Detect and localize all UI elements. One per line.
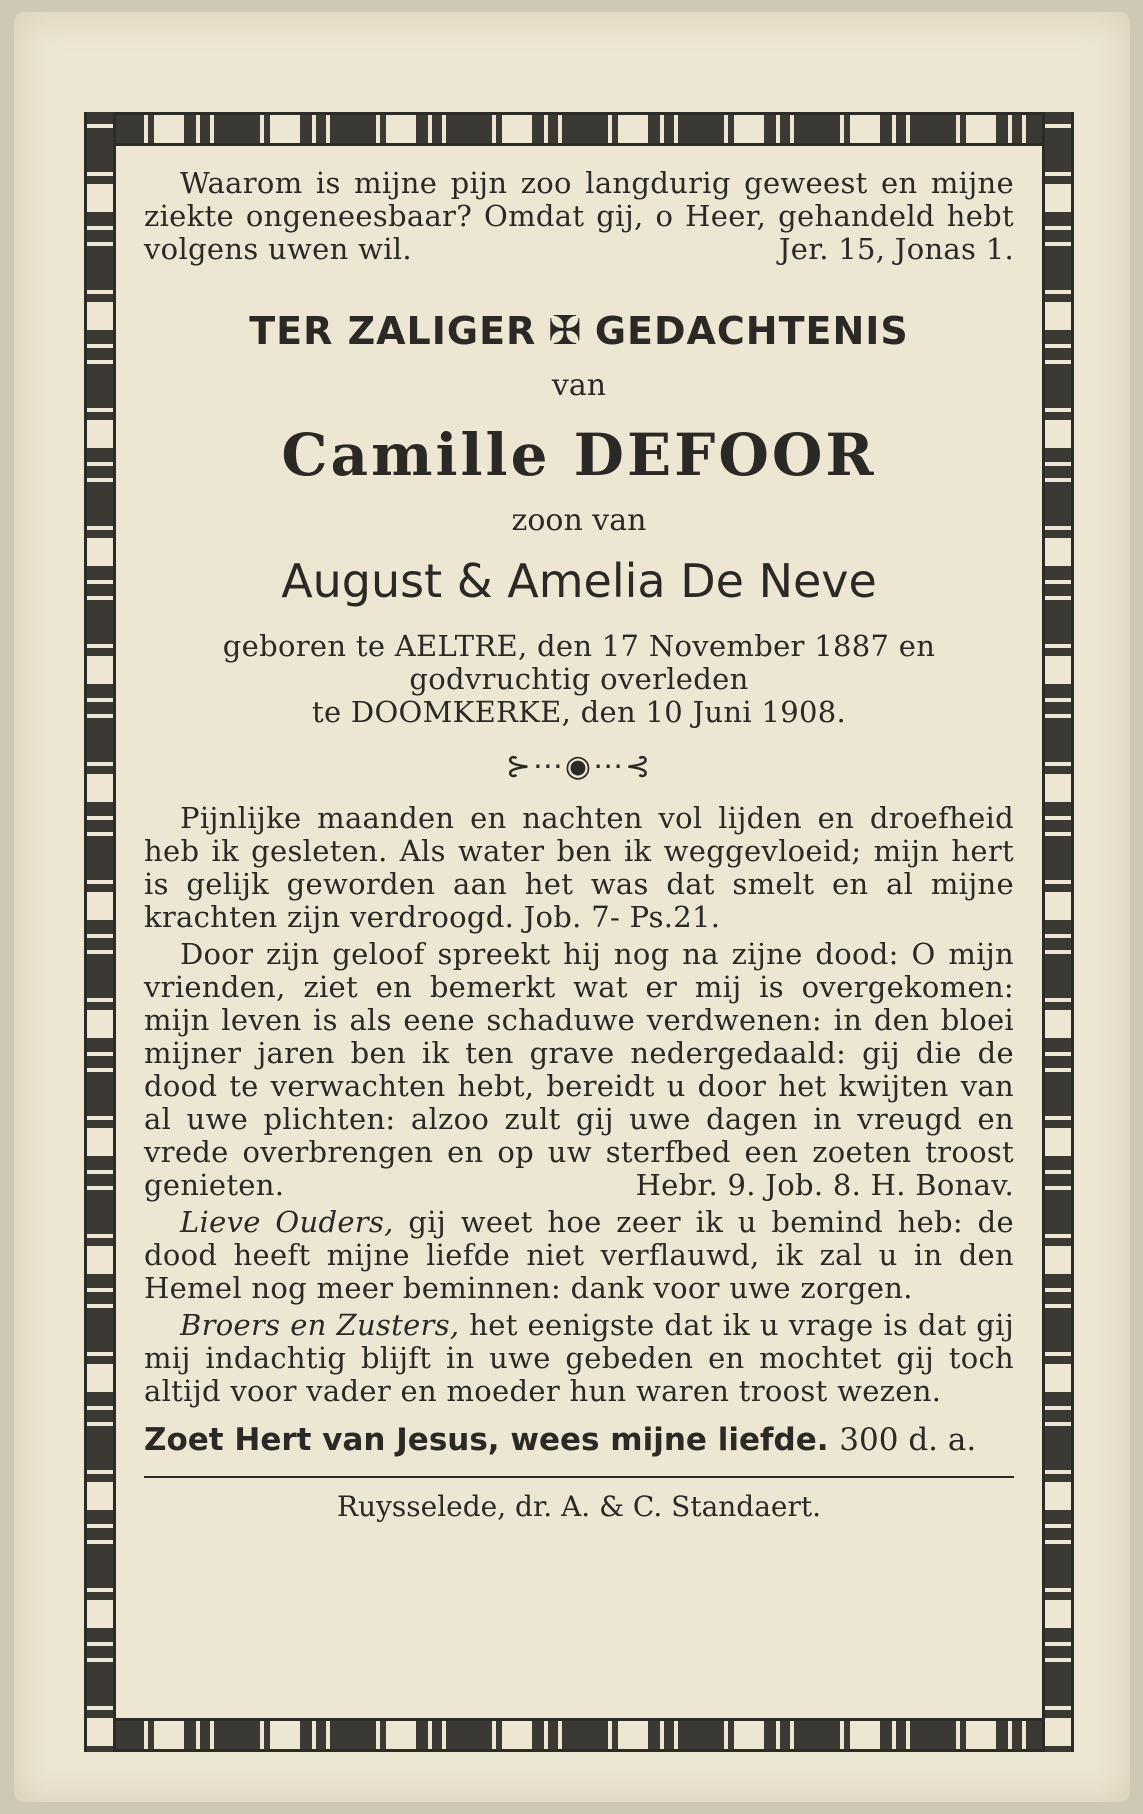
paragraph-faith-text: Door zijn geloof spreekt hij nog na zijne dood: O mijn vrienden, ziet en bemerkt wat er mij is overgekomen: mijn leven is als eene schaduwe verdwenen: in den bloei mijner jaren ben ik ten grave nedergedaald: gij die de dood te verwachten hebt, bereidt u door het kwijten van al uwe plichten: alzoo zult gij uwe dagen in vreugd en vrede overbrengen en op uw sterfbed een zoeten troost genieten. bbox=[144, 937, 1014, 1202]
memorial-heading bbox=[144, 308, 1014, 354]
deceased-name: Camille DEFOOR bbox=[281, 421, 877, 489]
memorial-card bbox=[14, 12, 1130, 1802]
parents-address: Lieve Ouders, bbox=[180, 1205, 394, 1239]
born-line: geboren te AELTRE, den 17 November 1887 en godvruchtig overleden bbox=[222, 629, 936, 696]
died-line: te DOOMKERKE, den 10 Juni 1908. bbox=[311, 695, 846, 729]
frame-left-border bbox=[84, 112, 116, 1752]
epigraph-text: Waarom is mijne pijn zoo langdurig geweest en mijne ziekte ongeneesbaar? Omdat gij, o Heer, gehandeld hebt volgens uwen wil. bbox=[144, 166, 1014, 266]
closing-prayer bbox=[144, 1422, 1014, 1458]
cross-icon: ✠ bbox=[548, 308, 583, 354]
van-label: van bbox=[551, 368, 607, 403]
epigraph bbox=[144, 167, 1014, 266]
paragraph-parents-text: gij weet hoe zeer ik u bemind heb: de dood heeft mijne liefde niet verflauwd, ik zal u in den Hemel nog meer beminnen: dank voor uwe zorgen. bbox=[144, 1205, 1014, 1305]
frame-top-border bbox=[84, 112, 1074, 146]
paragraph-siblings bbox=[144, 1309, 1014, 1408]
printer-credit: Ruysselede, dr. A. & C. Standaert. bbox=[336, 1490, 822, 1523]
zoon-van-label: zoon van bbox=[511, 503, 647, 538]
siblings-address: Broers en Zusters, bbox=[180, 1308, 460, 1342]
paragraph-siblings-text: het eenigste dat ik u vrage is dat gij mij indachtig blijft in uwe gebeden en mochtet gij toch altijd voor vader en moeder hun waren troost wezen. bbox=[144, 1308, 1014, 1408]
heading-right: GEDACHTENIS bbox=[594, 309, 909, 353]
ornament-divider-icon: ⊱⋯◉⋯⊰ bbox=[505, 749, 653, 784]
indulgence-note: 300 d. a. bbox=[839, 1422, 977, 1458]
parents-names: August & Amelia De Neve bbox=[281, 554, 877, 608]
frame-right-border bbox=[1042, 112, 1074, 1752]
paragraph-suffering: Pijnlijke maanden en nachten vol lijden en droefheid heb ik gesleten. Als water ben ik weggevloeid; mijn hert is gelijk geworden aan het was dat smelt en al mijne krachten zijn verdroogd. Job. 7- Ps.21. bbox=[144, 801, 1014, 934]
ornamental-frame bbox=[84, 112, 1074, 1752]
divider-rule bbox=[144, 1476, 1014, 1478]
card-content bbox=[144, 167, 1014, 1523]
frame-bottom-border bbox=[84, 1718, 1074, 1752]
prayer-text: Zoet Hert van Jesus, wees mijne liefde. bbox=[144, 1422, 829, 1458]
heading-left: TER ZALIGER bbox=[249, 309, 537, 353]
paragraph-parents bbox=[144, 1206, 1014, 1305]
paragraph-faith bbox=[144, 938, 1014, 1202]
paragraph-faith-ref: Hebr. 9. Job. 8. H. Bonav. bbox=[635, 1168, 1014, 1202]
epigraph-ref: Jer. 15, Jonas 1. bbox=[778, 232, 1014, 266]
